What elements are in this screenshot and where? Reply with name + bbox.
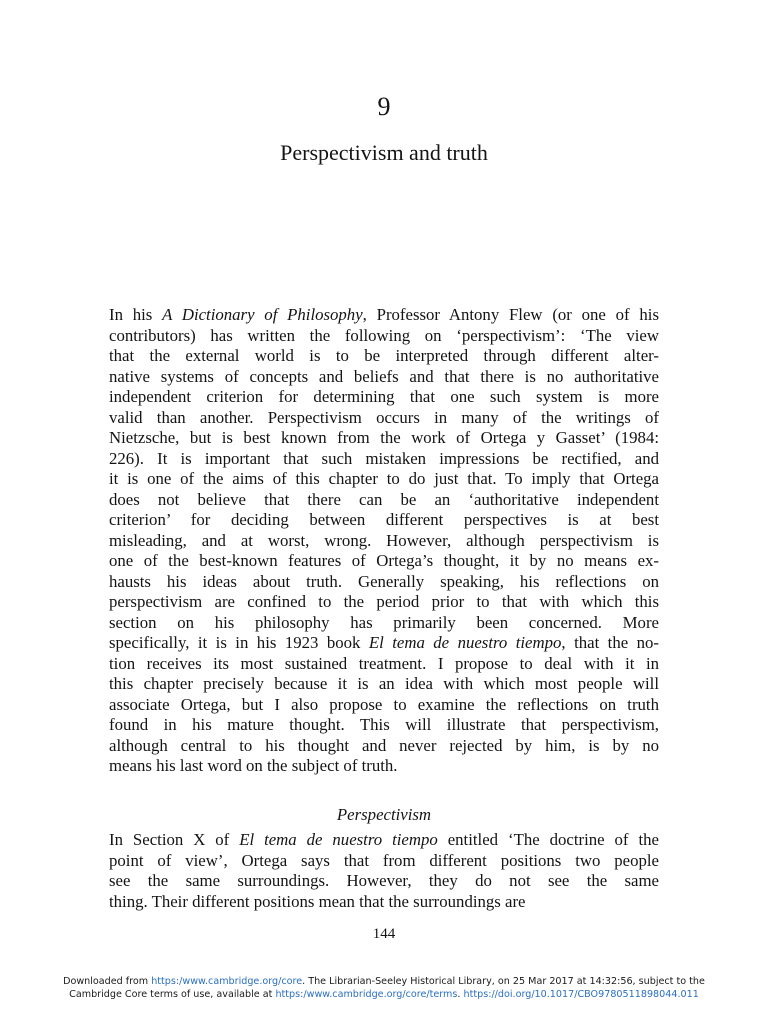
text-line: specifically, it is in his 1923 book El tema de nuestro tiempo, that the no- [109,633,659,652]
text-line: In his A Dictionary of Philosophy, Professor Antony Flew (or one of his [109,305,659,324]
footer-text: Downloaded from [63,976,152,987]
text-line: contributors) has written the following on ‘perspectivism’: ‘The view [109,325,659,345]
text-line: that the external world is to be interpreted through different alter- [109,346,659,365]
section-heading: Perspectivism [336,805,432,824]
chapter-title: Perspectivism and truth [280,140,488,165]
text-line: see the same surroundings. However, they do not see the same [109,871,659,890]
text-line: hausts his ideas about truth. Generally speaking, his reflections on [109,571,659,591]
footer-link-doi[interactable]: https://doi.org/10.1017/CBO9780511898044.011 [463,989,699,1000]
text-line: tion receives its most sustained treatment. I propose to deal with it in [109,653,659,673]
footer-line-1 [0,975,768,988]
text-line: section on his philosophy has primarily been concerned. More [109,612,659,632]
text-line: Nietzsche, but is best known from the work of Ortega y Gasset’ (1984: [109,428,659,447]
text-line: perspectivism are confined to the period prior to that with which this [109,592,659,611]
text-line: although central to his thought and never rejected by him, is by no [109,735,659,755]
paragraph-intro [109,305,659,777]
footer-line-2 [0,988,768,1001]
book-title: El tema de nuestro tiempo [368,633,562,652]
footer-link-terms[interactable]: https:/www.cambridge.org/core/terms [275,989,458,1000]
book-title: A Dictionary of Philosophy [162,305,363,324]
text-line: valid than another. Perspectivism occurs in many of the writings of [109,407,659,427]
download-footer [0,975,768,1001]
text-line: means his last word on the subject of truth. [109,756,398,775]
text-line: point of view’, Ortega says that from different positions two people [109,850,659,870]
text-line: found in his mature thought. This will illustrate that perspectivism, [109,715,659,734]
chapter-number: 9 [377,92,391,121]
footer-text: Cambridge Core terms of use, available at [69,989,276,1000]
text-line: it is one of the aims of this chapter to do just that. To imply that Ortega [109,469,659,488]
footer-link-core[interactable]: https:/www.cambridge.org/core [151,976,303,987]
text-line: this chapter precisely because it is an idea with which most people will [109,674,659,693]
text-line: criterion’ for deciding between different perspectives is at best [109,510,659,529]
footer-text: . The Librarian-Seeley Historical Library, on 25 Mar 2017 at 14:32:56, subject to the [302,976,705,987]
paragraph-perspectivism [109,830,659,912]
text-line: associate Ortega, but I also propose to examine the reflections on truth [109,694,659,714]
page-number: 144 [372,926,396,942]
text-line: misleading, and at worst, wrong. However, although perspectivism is [109,530,659,550]
text-line: In Section X of El tema de nuestro tiempo entitled ‘The doctrine of the [109,830,659,849]
text-line: independent criterion for determining that one such system is more [109,387,659,406]
text-line: thing. Their different positions mean that the surroundings are [109,891,526,911]
book-title: El tema de nuestro tiempo [239,830,438,849]
text-line: 226). It is important that such mistaken impressions be rectified, and [109,448,659,468]
footer-text: . [457,989,464,1000]
text-line: does not believe that there can be an ‘authoritative independent [109,489,659,509]
text-line: native systems of concepts and beliefs and that there is no authoritative [109,366,659,386]
text-line: one of the best-known features of Ortega’s thought, it by no means ex- [109,551,659,570]
